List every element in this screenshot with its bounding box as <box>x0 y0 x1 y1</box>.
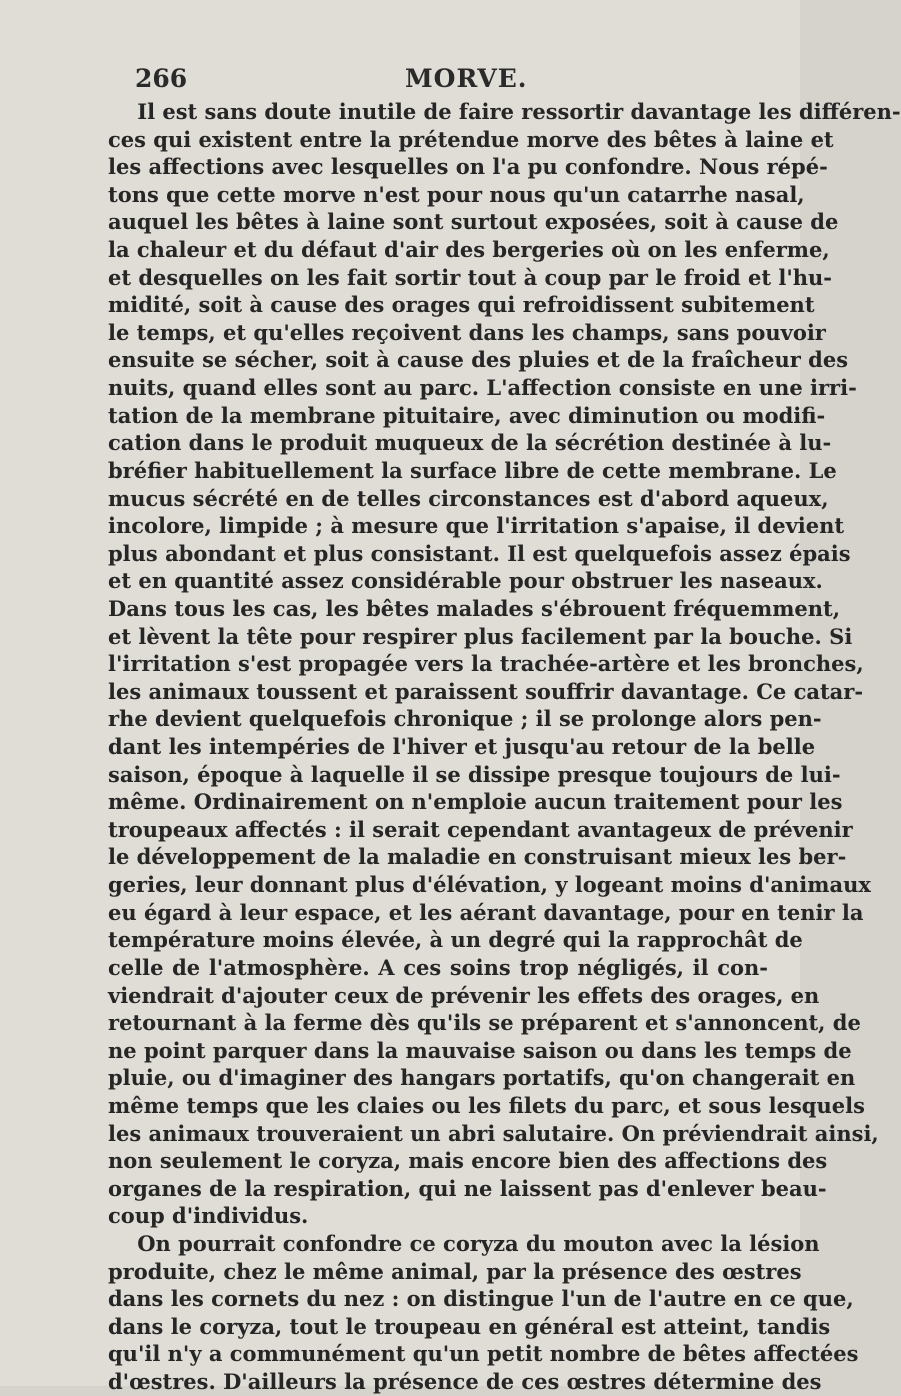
text-line: plus abondant et plus consistant. Il est quelquefois assez épais <box>108 540 851 566</box>
text-line: l'irritation s'est propagée vers la trachée-artère et les bronches, <box>108 651 864 677</box>
text-line: midité, soit à cause des orages qui refroidissent subitement <box>108 292 815 318</box>
text-line: non seulement le coryza, mais encore bien des affections des <box>108 1148 828 1174</box>
text-line: saison, époque à laquelle il se dissipe presque toujours de lui- <box>108 761 841 787</box>
text-line: la chaleur et du défaut d'air des bergeries où on les enferme, <box>108 237 830 263</box>
text-line: même. Ordinairement on n'emploie aucun traitement pour les <box>108 789 843 815</box>
page-header <box>0 64 800 100</box>
text-line: qu'il n'y a communément qu'un petit nombre de bêtes affectées <box>108 1341 859 1367</box>
text-line: et desquelles on les fait sortir tout à coup par le froid et l'hu- <box>108 264 833 290</box>
running-head: MORVE. <box>405 64 528 93</box>
text-line: dant les intempéries de l'hiver et jusqu'au retour de la belle <box>108 734 816 760</box>
text-line: auquel les bêtes à laine sont surtout exposées, soit à cause de <box>108 209 839 235</box>
text-line: ensuite se sécher, soit à cause des pluies et de la fraîcheur des <box>108 347 849 373</box>
text-line: les animaux toussent et paraissent souffrir davantage. Ce catar- <box>108 678 864 704</box>
text-line: et en quantité assez considérable pour obstruer les naseaux. <box>108 568 823 594</box>
text-line: viendrait d'ajouter ceux de prévenir les effets des orages, en <box>108 982 820 1008</box>
text-line: Il est sans doute inutile de faire ressortir davantage les différen- <box>108 99 901 124</box>
body-text <box>108 98 901 1396</box>
text-line: troupeaux affectés : il serait cependant avantageux de prévenir <box>108 816 853 842</box>
text-line: température moins élevée, à un degré qui la rapprochât de <box>108 927 803 953</box>
text-line: produite, chez le même animal, par la présence des œstres <box>108 1258 802 1284</box>
text-line: rhe devient quelquefois chronique ; il se prolonge alors pen- <box>108 706 822 732</box>
text-line: les animaux trouveraient un abri salutaire. On préviendrait ainsi, <box>108 1120 879 1146</box>
text-line: Dans tous les cas, les bêtes malades s'ébrouent fréquemment, <box>108 595 841 621</box>
text-line: celle de l'atmosphère. A ces soins trop négligés, il con- <box>108 954 768 980</box>
page-number: 266 <box>135 64 188 93</box>
text-line: pluie, ou d'imaginer des hangars portatifs, qu'on changerait en <box>108 1065 856 1091</box>
text-line: eu égard à leur espace, et les aérant davantage, pour en tenir la <box>108 899 864 925</box>
text-line: On pourrait confondre ce coryza du mouton avec la lésion <box>108 1230 820 1256</box>
text-line: d'œstres. D'ailleurs la présence de ces œstres détermine des <box>108 1369 822 1395</box>
text-line: geries, leur donnant plus d'élévation, y logeant moins d'animaux <box>108 872 871 898</box>
text-line: bréfier habituellement la surface libre de cette membrane. Le <box>108 457 837 483</box>
text-line: même temps que les claies ou les filets du parc, et sous lesquels <box>108 1092 865 1118</box>
text-line: mucus sécrété en de telles circonstances est d'abord aqueux, <box>108 485 829 511</box>
text-line: nuits, quand elles sont au parc. L'affection consiste en une irri- <box>108 375 857 401</box>
text-line: le développement de la maladie en construisant mieux les ber- <box>108 844 847 870</box>
text-line: organes de la respiration, qui ne laissent pas d'enlever beau- <box>108 1175 827 1201</box>
text-line: cation dans le produit muqueux de la sécrétion destinée à lu- <box>108 430 832 456</box>
text-line: coup d'individus. <box>108 1203 309 1229</box>
text-line: et lèvent la tête pour respirer plus facilement par la bouche. Si <box>108 623 853 649</box>
text-line: incolore, limpide ; à mesure que l'irritation s'apaise, il devient <box>108 513 845 539</box>
text-line: dans les cornets du nez : on distingue l'un de l'autre en ce que, <box>108 1286 854 1312</box>
text-line: tation de la membrane pituitaire, avec diminution ou modifi- <box>108 402 826 428</box>
text-line: le temps, et qu'elles reçoivent dans les champs, sans pouvoir <box>108 319 826 345</box>
text-line: ces qui existent entre la prétendue morve des bêtes à laine et <box>108 126 834 152</box>
text-line: ne point parquer dans la mauvaise saison ou dans les temps de <box>108 1037 852 1063</box>
text-line: les affections avec lesquelles on l'a pu confondre. Nous répé- <box>108 154 828 180</box>
text-line: dans le coryza, tout le troupeau en général est atteint, tandis <box>108 1313 831 1339</box>
text-line: retournant à la ferme dès qu'ils se préparent et s'annoncent, de <box>108 1010 861 1036</box>
text-line: tons que cette morve n'est pour nous qu'un catarrhe nasal, <box>108 181 805 207</box>
